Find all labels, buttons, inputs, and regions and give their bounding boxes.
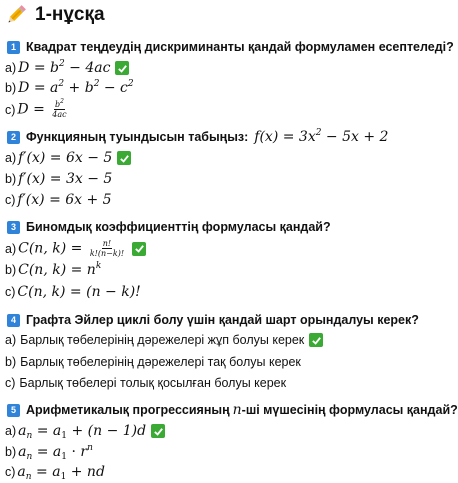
option-2c[interactable] [5,192,112,208]
question-text: Функцияның туындысын табыңыз: [26,130,249,144]
option-5c[interactable] [5,464,105,480]
option-label: b) [5,355,17,369]
question-text: Графта Эйлер циклі болу үшін қандай шарт орындалуы керек? [26,313,419,327]
question-number-badge: 2 [7,131,20,144]
option-3c[interactable] [5,284,141,300]
option-label: a) [5,333,17,347]
question-3 [7,220,331,234]
option-4b[interactable] [5,355,301,369]
check-mark-icon [309,333,323,347]
option-text: Барлық төбелерінің дәрежелері тақ болуы керек [20,355,301,369]
option-label: c) [5,102,16,117]
check-mark-icon [151,424,165,438]
option-5b[interactable] [5,444,93,460]
option-label: b) [5,172,17,186]
option-text: Барлық төбелерінің дәрежелері жұп болуы керек [20,333,305,347]
option-text: Барлық төбелері толық қосылған болуы керек [19,376,287,390]
option-formula: f′(x) = 6x − 5 [18,150,113,166]
check-mark-icon [132,242,146,256]
option-5a[interactable] [5,423,165,439]
option-label: c) [5,465,16,479]
option-3a[interactable] [5,239,146,258]
option-1c[interactable] [5,100,70,119]
option-4c[interactable] [5,376,286,390]
question-text: Биномдық коэффициенттің формуласы қандай? [26,220,331,234]
option-formula: C(n, k) = (n − k)! [17,284,141,300]
question-formula: $f(x) = 3x^2 - 5x + 2$ [254,128,389,145]
option-label: a) [5,151,17,165]
page-title [4,2,105,28]
question-5 [7,402,458,418]
option-2a[interactable] [5,150,131,166]
option-label: a) [5,241,17,256]
option-label: a) [5,424,17,438]
question-text: Арифметикалық прогрессияның [26,403,230,417]
question-4 [7,313,419,327]
question-2 [7,129,388,145]
option-formula: $a_n = a_1 \cdot r^n$ [18,443,93,462]
check-mark-icon [115,61,129,75]
title-text: 1-нұсқа [35,4,105,25]
option-formula: $D = a^2 + b^2 - c^2$ [18,79,134,96]
option-label: c) [5,193,16,207]
option-label: b) [5,263,17,277]
option-formula: C(n, k) = $\frac{n!}{k!(n-k)!}$ [18,239,125,258]
question-number-badge: 5 [7,404,20,417]
option-formula: f′(x) = 6x + 5 [17,192,112,208]
question-number-badge: 4 [7,314,20,327]
option-formula: $a_n = a_1 + (n - 1)d$ [18,423,147,441]
question-text-suffix: -ші мүшесінің формуласы қандай? [241,403,458,417]
option-formula: C(n, $k) = n^k$ [18,261,102,278]
option-1a[interactable] [5,60,129,76]
option-3b[interactable] [5,262,101,278]
option-label: a) [5,61,17,75]
question-text: Квадрат теңдеудің дискриминанты қандай формуламен есептеледі? [26,40,454,54]
option-2b[interactable] [5,171,112,187]
question-text-group [26,402,458,418]
option-label: b) [5,81,17,95]
pencil-icon [4,3,28,27]
check-mark-icon [117,151,131,165]
question-number-badge: 1 [7,41,20,54]
option-label: b) [5,445,17,459]
option-label: c) [5,285,16,299]
option-formula: $D = b^2 - 4ac$ [18,59,111,76]
option-label: c) [5,376,16,390]
option-4a[interactable] [5,333,323,347]
question-1 [7,40,454,54]
option-formula: D = $\frac{b^2}{4ac}$ [17,98,67,119]
question-number-badge: 3 [7,221,20,234]
option-1b[interactable] [5,80,134,96]
option-formula: $a_n = a_1$ + nd [17,464,105,482]
question-variable: n [232,402,242,418]
option-formula: f′(x) = 3x − 5 [18,171,113,187]
